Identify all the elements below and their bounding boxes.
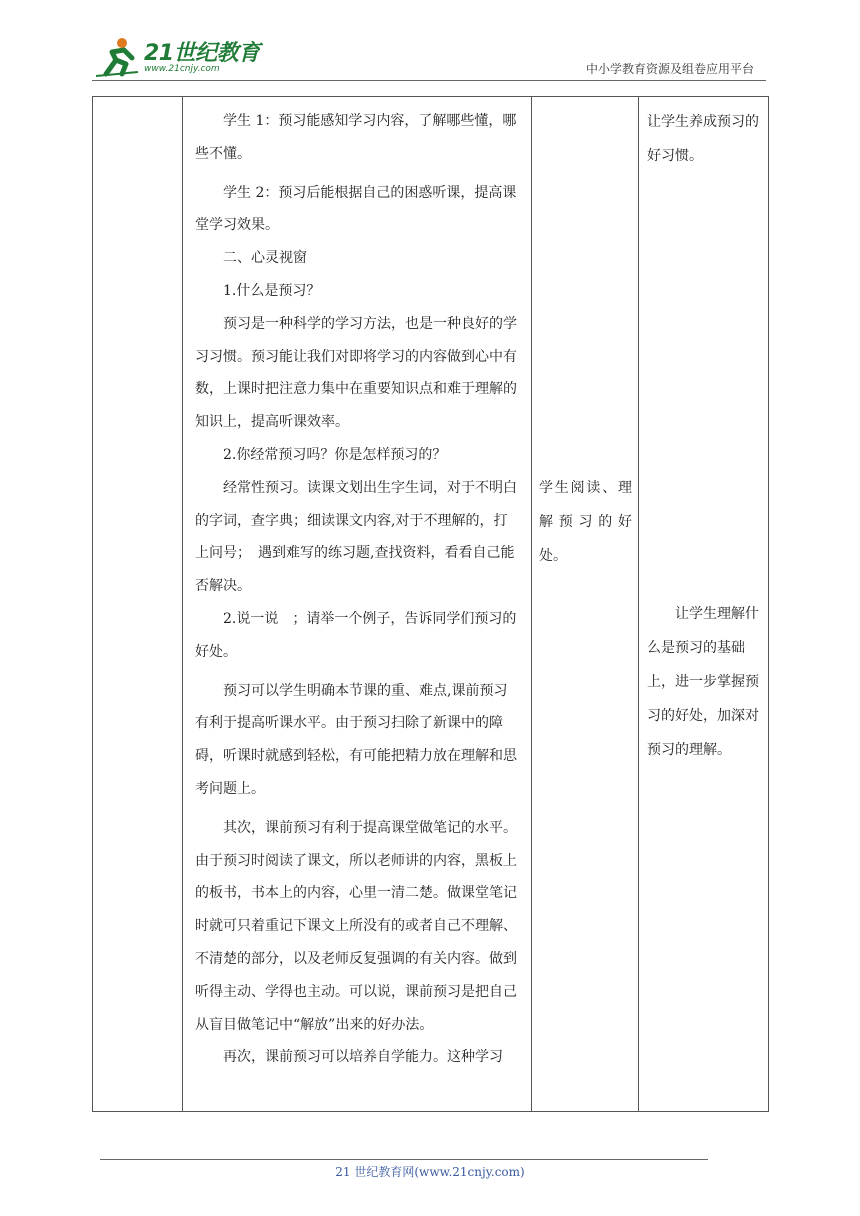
content-paragraph: 预习是一种科学的学习方法，也是一种良好的学习习惯。预习能让我们对即将学习的内容做到心中有数，上课时把注意力集中在重要知识点和难于理解的知识上，提高听课效率。 [195, 315, 517, 431]
content-paragraph: 其次，课前预习有利于提高课堂做笔记的水平。由于预习时阅读了课文，所以老师讲的内容，黑板上的板书，书本上的内容，心里一清二楚。做课堂笔记时就可只着重记下课文上所没有的或者自己不理解、不清楚的部分，以及老师反复强调的有关内容。做到听得主动、学得也主动。可以说，课前预习是把自己从盲目做笔记中“解放”出来的好办法。 [195, 819, 517, 1033]
content-paragraph: 经常性预习。读课文划出生字生词，对于不明白的字词，查字典；细读课文内容,对于不理解的，打上问号； 遇到难写的练习题,查找资料，看看自己能否解决。 [195, 479, 517, 595]
question-heading: 2.说一说 ；请举一个例子，告诉同学们预习的好处。 [195, 610, 517, 660]
page-footer[interactable]: 21 世纪教育网(www.21cnjy.com) [335, 1165, 525, 1179]
teaching-content-cell [183, 97, 532, 1112]
question-heading: 1.什么是预习？ [223, 282, 321, 299]
lesson-table [92, 96, 769, 1112]
runner-logo-icon [92, 34, 142, 78]
design-intent-cell [639, 97, 769, 1112]
content-paragraph: 预习可以学生明确本节课的重、难点,课前预习有利于提高听课水平。由于预习扫除了新课中的障碍，听课时就感到轻松，有可能把精力放在理解和思考问题上。 [195, 682, 517, 797]
header-divider [92, 80, 766, 81]
student-activity-text: 学生阅读、理解预习的好处。 [539, 480, 632, 564]
logo-text: 21世纪教育 [144, 41, 260, 66]
content-paragraph: 再次，课前预习可以培养自学能力。这种学习 [223, 1049, 503, 1066]
footer-divider [100, 1159, 708, 1160]
site-logo[interactable] [92, 34, 272, 78]
question-heading: 2.你经常预习吗？你是怎样预习的？ [223, 446, 447, 463]
logo-url: www.21cnjy.com [144, 64, 220, 74]
stage-cell [93, 97, 183, 1112]
section-heading: 二、心灵视窗 [223, 250, 307, 267]
table-row [93, 97, 769, 1112]
design-intent-1: 让学生养成预习的好习惯。 [647, 114, 759, 164]
page-header [92, 30, 766, 78]
header-tagline: 中小学教育资源及组卷应用平台 [585, 62, 754, 76]
content-paragraph: 学生 1：预习能感知学习内容，了解哪些懂，哪些不懂。 [195, 113, 517, 162]
teaching-content [183, 97, 531, 1074]
content-paragraph: 学生 2：预习后能根据自己的困惑听课，提高课堂学习效果。 [195, 184, 517, 234]
student-activity-cell [532, 97, 639, 1112]
design-intent-2: 让学生理解什么是预习的基础上，进一步掌握预习的好处，加深对预习的理解。 [647, 606, 759, 758]
